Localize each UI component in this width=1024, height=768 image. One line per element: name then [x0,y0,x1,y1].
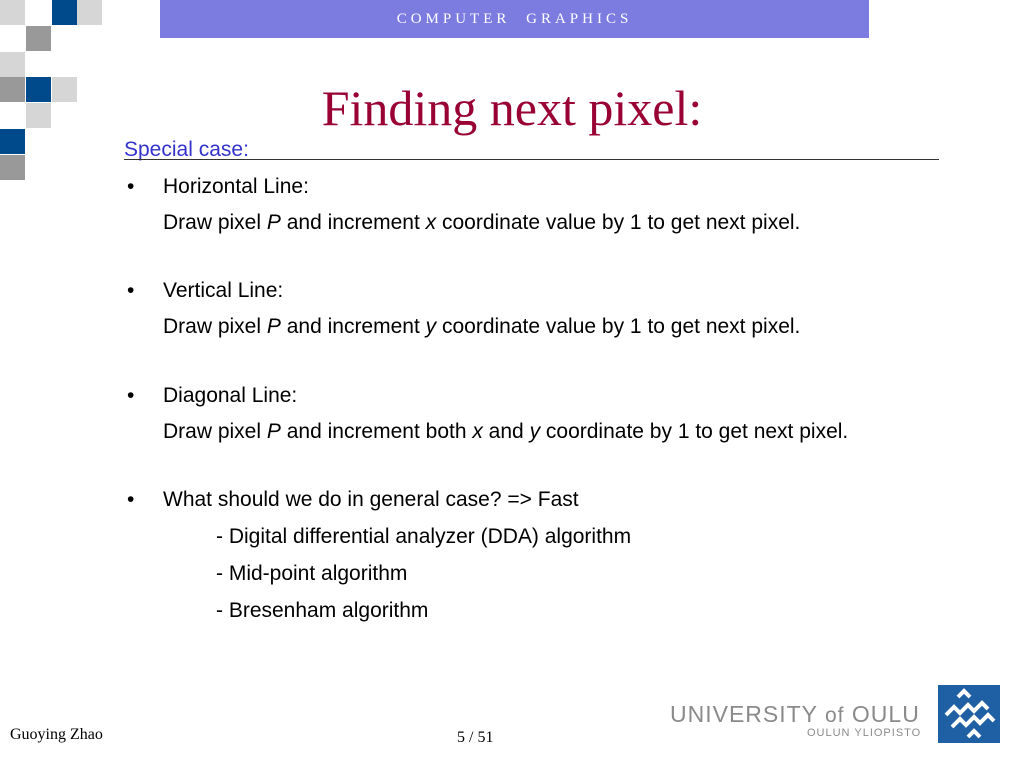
bullet-label: What should we do in general case? => Fast [163,488,579,511]
bullet-icon: • [127,279,135,302]
slide-title: Finding next pixel: [321,80,703,136]
university-subtitle: OULUN YLIOPISTO [807,727,922,739]
bullet-label: Horizontal Line: [163,175,309,198]
page-number: 5 / 51 [457,729,494,746]
bullet-description: Draw pixel P and increment y coordinate value by 1 to get next pixel. [163,315,801,338]
header-bar [160,0,869,38]
bullet-item-diagonal [124,381,884,447]
bullet-description: Draw pixel P and increment both x and y coordinate by 1 to get next pixel. [163,420,849,443]
bullet-label: Diagonal Line: [163,384,298,407]
sub-item-bresenham: - Bresenham algorithm [216,599,429,622]
university-name: UNIVERSITY of OULU [670,701,920,727]
bullet-item-general [124,485,884,515]
footer-author: Guoying Zhao [10,726,103,743]
bullet-icon: • [127,175,135,198]
university-logo-icon [938,685,1000,743]
bullet-item-vertical [124,276,884,342]
header-text: COMPUTER GRAPHICS [396,11,633,27]
title-divider [124,159,939,160]
sub-item-dda: - Digital differential analyzer (DDA) algorithm [216,525,632,548]
sub-item-midpoint: - Mid-point algorithm [216,562,408,585]
bullet-icon: • [127,384,135,407]
bullet-icon: • [127,488,135,511]
bullet-description: Draw pixel P and increment x coordinate value by 1 to get next pixel. [163,211,801,234]
slide-subtitle: Special case: [124,138,249,161]
bullet-item-horizontal [124,172,884,238]
bullet-label: Vertical Line: [163,279,284,302]
